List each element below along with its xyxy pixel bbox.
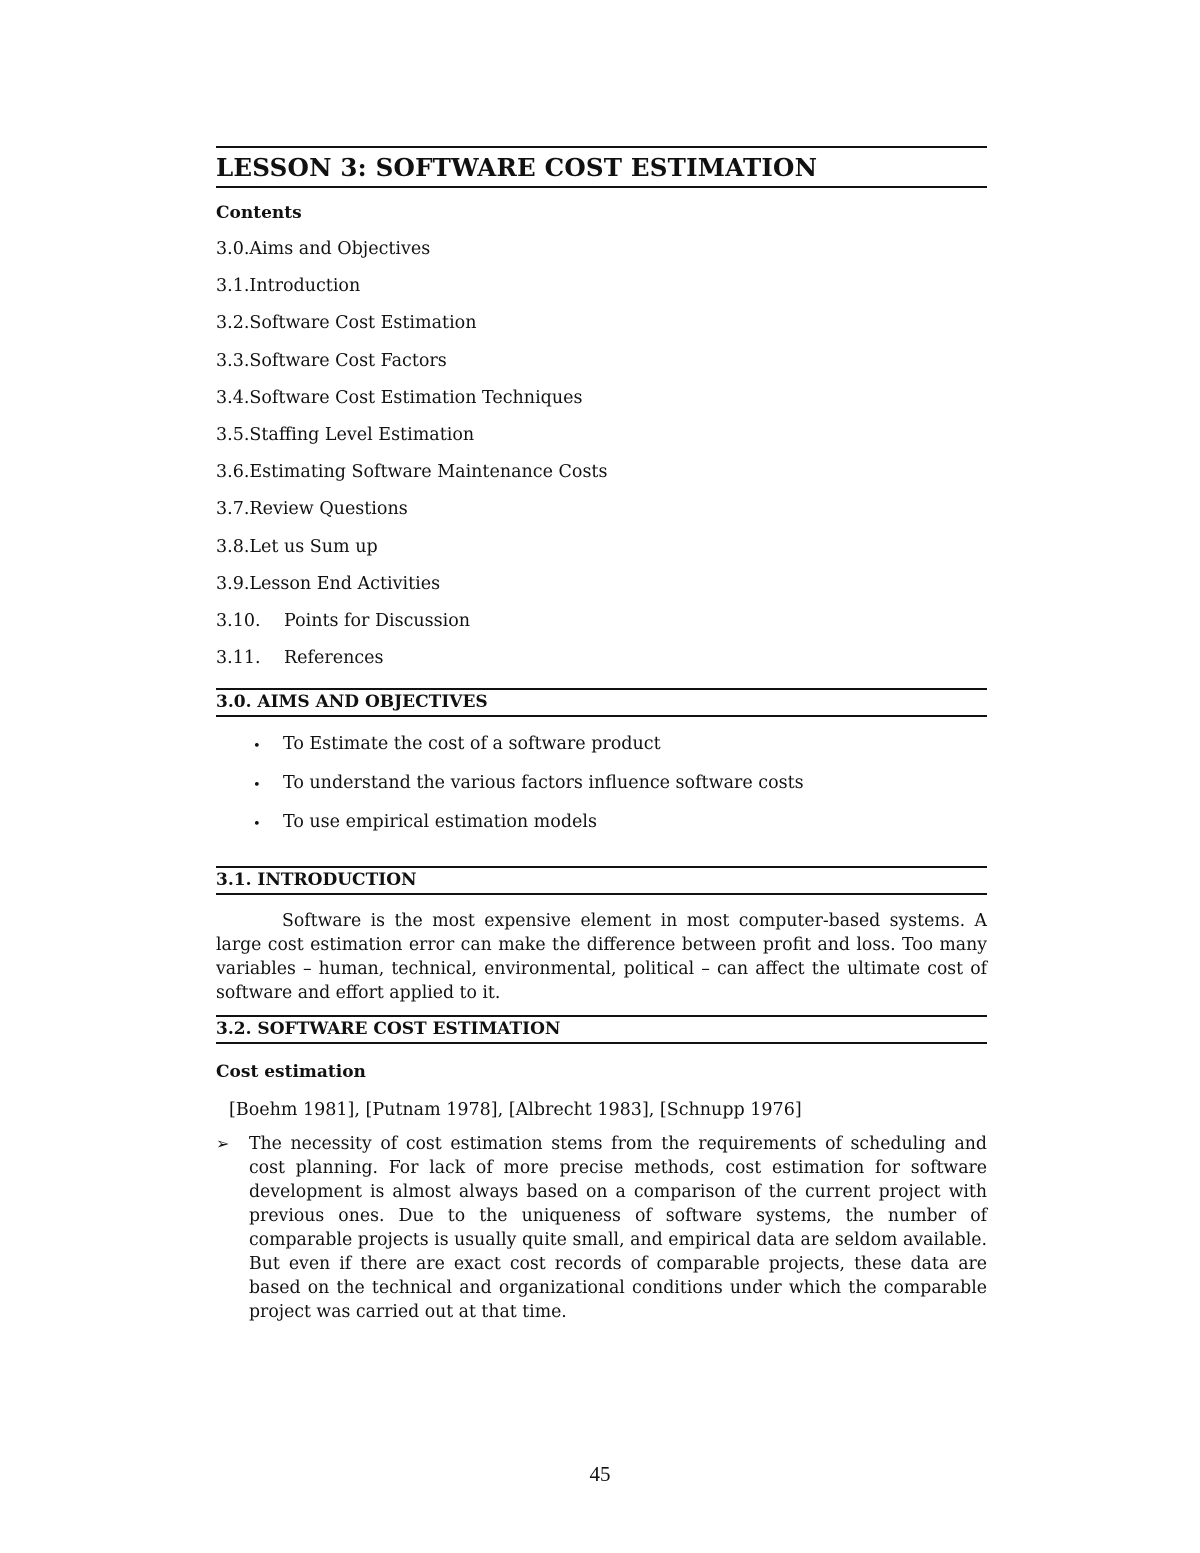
list-item-text: To Estimate the cost of a software product <box>283 734 661 755</box>
citation-references: [Boehm 1981], [Putnam 1978], [Albrecht 1983], [Schnupp 1976] <box>229 1100 802 1121</box>
toc-item-label: Introduction <box>249 276 361 297</box>
subheading-cost-estimation: Cost estimation <box>216 1062 366 1083</box>
toc-item-label: Estimating Software Maintenance Costs <box>249 462 608 483</box>
toc-item <box>216 571 987 608</box>
toc-item-label: Lesson End Activities <box>249 573 441 594</box>
toc-item <box>216 645 987 682</box>
toc-item <box>216 348 987 385</box>
toc-item-number: 3.3. <box>216 350 250 371</box>
toc-item-label: Aims and Objectives <box>249 239 431 259</box>
toc-item-number: 3.6. <box>216 462 250 483</box>
bullet-icon: • <box>253 817 261 833</box>
bullet-icon: • <box>253 778 261 794</box>
toc-item-number: 3.4. <box>216 387 250 408</box>
toc-item-label: Points for Discussion <box>284 610 471 631</box>
section-heading-introduction: 3.1. INTRODUCTION <box>216 866 987 895</box>
introduction-paragraph <box>216 909 987 1005</box>
page-number: 45 <box>589 1462 611 1486</box>
toc-item-number: 3.10. <box>216 610 261 631</box>
lesson-title-block <box>216 146 987 188</box>
list-item <box>216 809 987 848</box>
contents-heading: Contents <box>216 203 302 223</box>
introduction-text: Software is the most expensive element in most computer-based systems. A large cost estimation error can make the difference between profit and loss. Too many variables – human, technical, environmental, political – can affect the ultimate cost of software and effort applied to it. <box>216 911 987 1004</box>
toc-item-number: 3.5. <box>216 424 250 445</box>
list-item-text: To understand the various factors influence software costs <box>283 773 804 794</box>
toc-item-label: Let us Sum up <box>249 536 378 557</box>
toc-item-number: 3.8. <box>216 536 250 557</box>
paragraph-text: The necessity of cost estimation stems from the requirements of scheduling and cost planning. For lack of more precise methods, cost estimation for software development is almost always based on a comparison of the current project with previous ones. Due to the uniqueness of software systems, the number of comparable projects is usually quite small, and empirical data are seldom available. But even if there are exact cost records of comparable projects, these data are based on the technical and organizational conditions under which the comparable project was carried out at that time. <box>249 1134 987 1323</box>
toc-item-number: 3.1. <box>216 276 250 297</box>
toc-item-number: 3.7. <box>216 499 250 520</box>
list-item <box>216 770 987 809</box>
lesson-title: LESSON 3: SOFTWARE COST ESTIMATION <box>216 153 818 182</box>
list-item <box>216 731 987 770</box>
toc-item-number: 3.11. <box>216 648 261 669</box>
toc-item <box>216 273 987 310</box>
toc-item <box>216 236 987 273</box>
aims-list <box>216 731 987 848</box>
toc-item-number: 3.0. <box>216 239 250 259</box>
bullet-icon: • <box>253 739 261 755</box>
toc-item-label: References <box>284 648 384 669</box>
toc-item-number: 3.2. <box>216 313 250 334</box>
toc-item <box>216 534 987 571</box>
toc-item <box>216 385 987 422</box>
toc-item-label: Software Cost Factors <box>249 350 447 371</box>
toc-item-number: 3.9. <box>216 573 250 594</box>
document-page <box>216 146 987 1324</box>
toc-item <box>216 496 987 533</box>
section-heading-aims: 3.0. AIMS AND OBJECTIVES <box>216 688 987 717</box>
arrow-bullet-paragraph <box>216 1132 987 1324</box>
toc-item <box>216 608 987 645</box>
section-heading-cost-estimation: 3.2. SOFTWARE COST ESTIMATION <box>216 1015 987 1044</box>
toc-item-label: Review Questions <box>249 499 408 520</box>
toc-item-label: Staffing Level Estimation <box>249 424 475 445</box>
toc-item-label: Software Cost Estimation Techniques <box>249 387 583 408</box>
arrow-bullet-icon: ➢ <box>216 1134 230 1154</box>
toc-item <box>216 459 987 496</box>
toc-item <box>216 310 987 347</box>
toc-item <box>216 422 987 459</box>
table-of-contents <box>216 236 987 682</box>
list-item-text: To use empirical estimation models <box>283 812 597 833</box>
toc-item-label: Software Cost Estimation <box>249 313 477 334</box>
